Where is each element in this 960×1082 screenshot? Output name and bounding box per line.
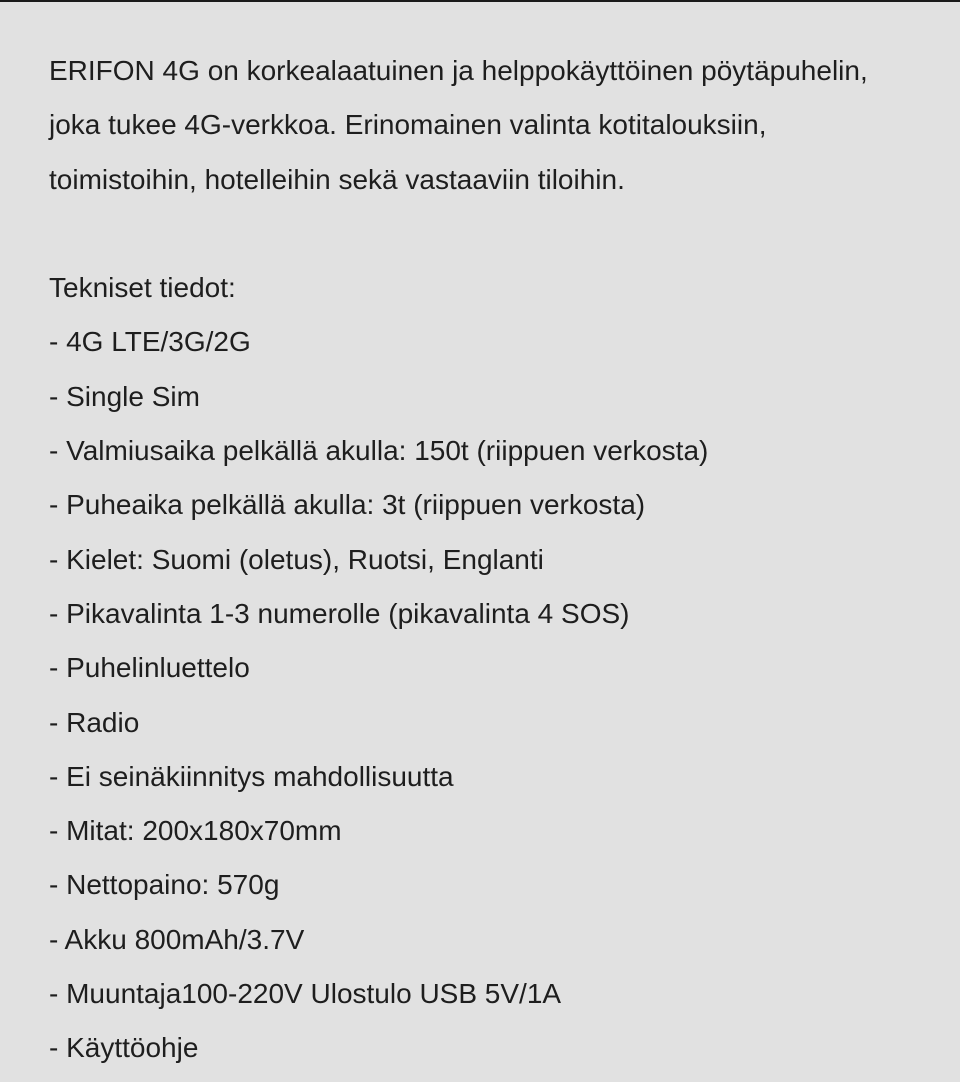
description-line: joka tukee 4G-verkkoa. Erinomainen valinta kotitalouksiin, [49,109,767,141]
spec-item: - Muuntaja100-220V Ulostulo USB 5V/1A [49,978,562,1010]
spec-item: - Puheaika pelkällä akulla: 3t (riippuen verkosta) [49,489,646,521]
spec-item: - Ei seinäkiinnitys mahdollisuutta [49,760,454,792]
spec-item: - Pikavalinta 1-3 numerolle (pikavalinta 4 SOS) [49,597,630,629]
spec-item: - Nettopaino: 570g [49,869,280,901]
spec-item: - Akku 800mAh/3.7V [49,923,305,955]
spec-item: - Mitat: 200x180x70mm [49,815,342,847]
top-border [0,0,960,2]
spec-item: - Puhelinluettelo [49,652,250,684]
specs-heading: Tekniset tiedot: [49,272,236,304]
spec-item: - Single Sim [49,380,200,412]
spec-item: - Radio [49,706,140,738]
spec-item: - Kielet: Suomi (oletus), Ruotsi, Englanti [49,543,544,575]
spec-item: - Valmiusaika pelkällä akulla: 150t (riippuen verkosta) [49,435,709,467]
paragraph-spacer [49,207,939,261]
spec-item: - Käyttöohje [49,1032,199,1064]
product-description [49,44,939,1076]
description-line: ERIFON 4G on korkealaatuinen ja helppokäyttöinen pöytäpuhelin, [49,55,868,86]
spec-item: - 4G LTE/3G/2G [49,326,251,358]
description-line: toimistoihin, hotelleihin sekä vastaaviin tiloihin. [49,163,625,195]
